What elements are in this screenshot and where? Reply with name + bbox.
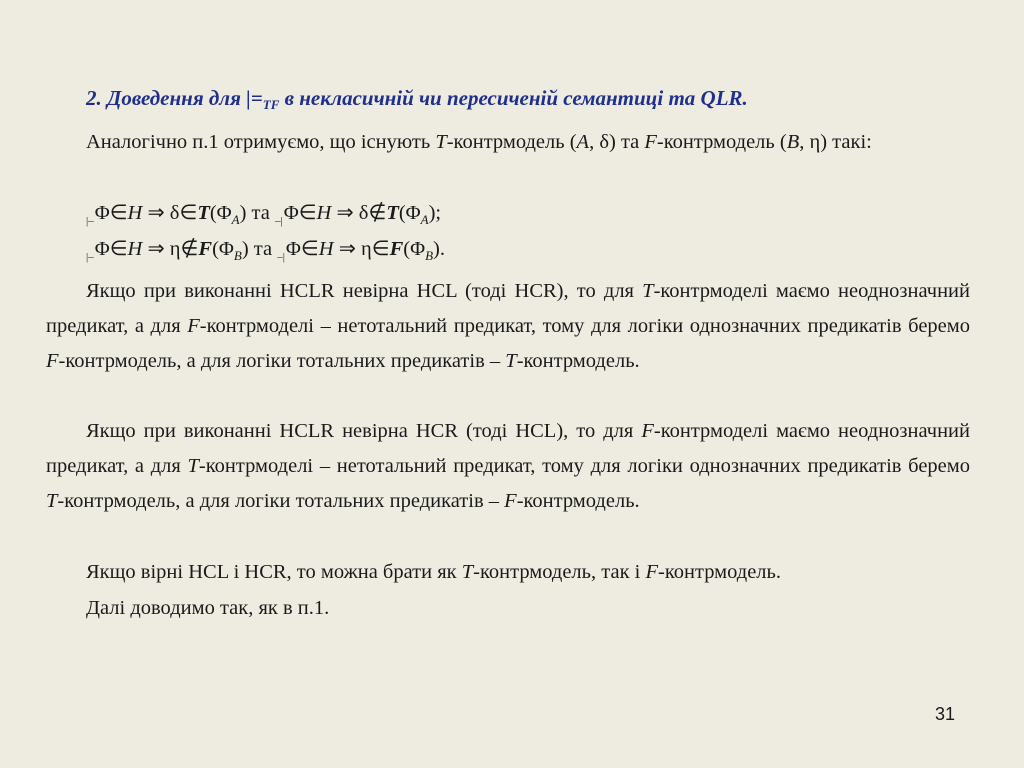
formula-text: Φ∈ (94, 238, 128, 260)
reverse-turnstile-symbol: –| (275, 215, 283, 227)
t-symbol: T (461, 561, 474, 583)
h-symbol: H (316, 202, 332, 224)
paragraph-both-true (46, 555, 970, 590)
formula-text: ). (433, 238, 445, 260)
a-symbol: A (576, 131, 590, 153)
text: -контрмодель ( (446, 131, 577, 153)
h-symbol: H (318, 238, 334, 260)
text: -контрмодель. (516, 490, 640, 512)
formula-line-1 (86, 198, 441, 236)
text: , δ) та (589, 131, 645, 153)
reverse-turnstile-symbol: –| (277, 251, 285, 263)
text: -контрмоделі маємо неоднозначний предикат, а для (46, 280, 970, 337)
t-symbol: T (187, 455, 199, 477)
subscript: B (233, 248, 242, 263)
page-number: 31 (935, 704, 956, 724)
paragraph-conclusion (46, 591, 970, 626)
f-operator: F (389, 238, 404, 260)
f-symbol: F (504, 490, 517, 512)
text: -контрмодель, так і (473, 561, 646, 583)
formula-text: ) та (241, 238, 278, 260)
turnstile-symbol: |– (86, 251, 94, 263)
f-symbol: F (644, 131, 657, 153)
text: -контрмодель. (516, 350, 640, 372)
text: -контрмоделі – нетотальний предикат, тому для логіки однозначних предикатів беремо (198, 455, 970, 477)
formula-text: ) та (239, 202, 275, 224)
formula-text: Φ∈ (285, 238, 319, 260)
t-operator: T (386, 202, 399, 224)
h-symbol: H (127, 238, 143, 260)
f-symbol: F (641, 420, 654, 442)
text: Аналогічно п.1 отримуємо, що існують (86, 131, 436, 153)
formula-line-2 (86, 234, 445, 272)
t-symbol: T (505, 350, 517, 372)
t-symbol: T (642, 280, 654, 302)
formula-text: ); (428, 202, 442, 224)
slide-heading (86, 86, 966, 113)
text: , η) такі: (799, 131, 872, 153)
formula-text: (Φ (398, 202, 421, 224)
formula-text: Φ∈ (283, 202, 317, 224)
formula-text: ⇒ δ∉ (331, 202, 387, 224)
formula-text: (Φ (209, 202, 232, 224)
formula-text: ⇒ η∈ (333, 238, 390, 260)
heading-text-rest: в некласичній чи пересиченій семантиці та QLR. (279, 86, 748, 110)
text: -контрмодель. (658, 561, 781, 583)
f-operator: F (198, 238, 213, 260)
subscript: A (420, 212, 429, 227)
paragraph-hcr-false (46, 414, 970, 519)
text: -контрмоделі – нетотальний предикат, тому для логіки однозначних предикатів беремо (199, 315, 970, 337)
subscript: B (425, 248, 434, 263)
formula-text: Φ∈ (94, 202, 128, 224)
f-symbol: F (645, 561, 659, 583)
b-symbol: B (786, 131, 800, 153)
formula-text: ⇒ δ∈ (142, 202, 198, 224)
h-symbol: H (127, 202, 143, 224)
text: -контрмодель, а для логіки тотальних предикатів – (57, 490, 505, 512)
text: Далі доводимо так, як в п.1. (86, 597, 330, 619)
intro-paragraph (46, 125, 970, 160)
turnstile-symbol: |– (86, 215, 94, 227)
t-symbol: T (435, 131, 447, 153)
text: -контрмодель ( (656, 131, 787, 153)
formula-text: ⇒ η∉ (142, 238, 199, 260)
subscript: A (231, 212, 240, 227)
f-symbol: F (187, 315, 200, 337)
paragraph-hcl-false (46, 274, 970, 379)
t-operator: T (197, 202, 210, 224)
t-symbol: T (46, 490, 58, 512)
text: -контрмодель, а для логіки тотальних предикатів – (58, 350, 506, 372)
text: Якщо вірні HCL і HCR, то можна брати як (86, 561, 462, 583)
text: Якщо при виконанні HCLR невірна HCL (тоді HCR), то для (86, 280, 643, 302)
formula-text: (Φ (403, 238, 426, 260)
formula-text: (Φ (212, 238, 234, 260)
text: Якщо при виконанні HCLR невірна HCR (тоді HCL), то для (86, 420, 642, 442)
heading-text: 2. Доведення для |= (86, 86, 263, 110)
text: -контрмоделі маємо неоднозначний предикат, а для (46, 420, 970, 477)
heading-subscript: TF (262, 97, 280, 112)
f-symbol: F (46, 350, 59, 372)
